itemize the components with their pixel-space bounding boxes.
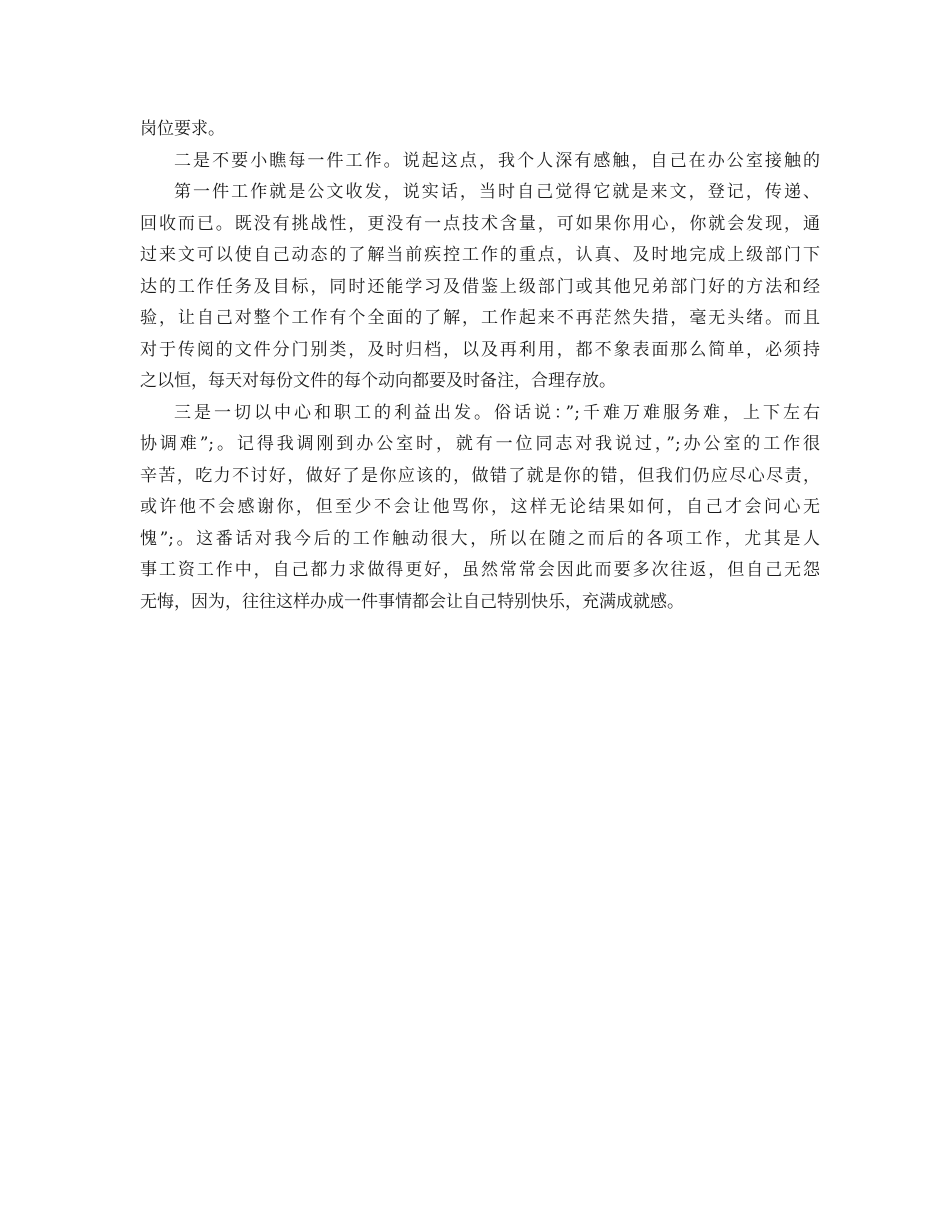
document-body xyxy=(140,114,820,618)
text-line: 第一件工作就是公文收发，说实话，当时自己觉得它就是来文，登记，传递、 xyxy=(174,182,820,202)
text-line: 岗位要求。 xyxy=(140,119,225,139)
text-line: 协调难”;。记得我调刚到办公室时，就有一位同志对我说过，”;办公室的工作很 xyxy=(140,434,820,454)
text-line: 回收而已。既没有挑战性，更没有一点技术含量，可如果你用心，你就会发现，通 xyxy=(140,213,820,234)
text-line: 达的工作任务及目标，同时还能学习及借鉴上级部门或其他兄弟部门好的方法和经 xyxy=(140,276,820,297)
text-line: 对于传阅的文件分门别类，及时归档，以及再利用，都不象表面那么简单，必须持 xyxy=(140,339,820,360)
text-line: 三是一切以中心和职工的利益出发。俗话说：”;千难万难服务难，上下左右 xyxy=(174,402,820,423)
paragraph-2 xyxy=(140,398,820,619)
text-line: 验，让自己对整个工作有个全面的了解，工作起来不再茫然失措，毫无头绪。而且 xyxy=(140,308,820,328)
paragraph-1 xyxy=(140,146,820,398)
text-line: 过来文可以使自己动态的了解当前疾控工作的重点，认真、及时地完成上级部门下 xyxy=(140,245,820,265)
text-line: 事工资工作中，自己都力求做得更好，虽然常常会因此而要多次往返，但自己无怨 xyxy=(140,560,820,580)
text-line: 二是不要小瞧每一件工作。说起这点，我个人深有感触，自己在办公室接触的 xyxy=(174,150,820,171)
text-line: 无悔，因为，往往这样办成一件事情都会让自己特别快乐，充满成就感。 xyxy=(140,591,684,612)
text-line: 辛苦，吃力不讨好，做好了是你应该的，做错了就是你的错，但我们仍应尽心尽责， xyxy=(140,465,820,486)
text-line: 或许他不会感谢你，但至少不会让他骂你，这样无论结果如何，自己才会问心无 xyxy=(140,497,820,517)
text-line: 之以恒，每天对每份文件的每个动向都要及时备注，合理存放。 xyxy=(140,371,616,391)
paragraph-0 xyxy=(140,114,820,146)
text-line: 愧”;。这番话对我今后的工作触动很大，所以在随之而后的各项工作，尤其是人 xyxy=(140,528,820,549)
